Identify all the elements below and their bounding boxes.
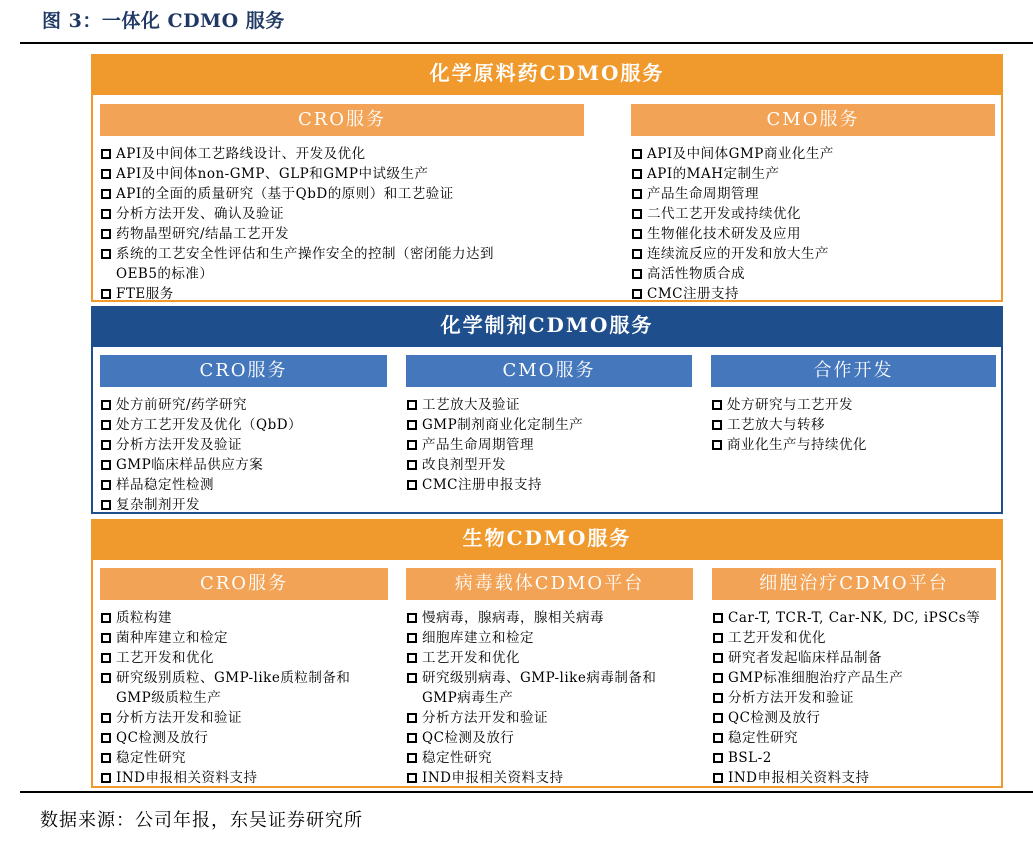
item-list: [406, 608, 693, 788]
list-item-text: 工艺开发和优化: [728, 630, 826, 646]
list-item: [100, 608, 388, 628]
list-item-text: 生物催化技术研发及应用: [647, 226, 801, 242]
checkbox-bullet-icon: [101, 209, 111, 219]
checkbox-bullet-icon: [632, 149, 642, 159]
section-title: 化学制剂CDMO服务: [91, 306, 1003, 345]
column-header: CMO服务: [406, 355, 692, 387]
list-item-text: 研究级别病毒、GMP-like病毒制备和 GMP病毒生产: [422, 670, 657, 706]
list-item: [712, 628, 996, 648]
column-cmo: [631, 104, 995, 304]
checkbox-bullet-icon: [101, 169, 111, 179]
list-item: [100, 648, 388, 668]
list-item-text: 改良剂型开发: [422, 457, 506, 473]
list-item: [406, 748, 693, 768]
list-item: [406, 628, 693, 648]
list-item: [100, 728, 388, 748]
list-item-text: 工艺开发和优化: [116, 650, 214, 666]
checkbox-bullet-icon: [101, 289, 111, 299]
list-item-text: 产品生命周期管理: [422, 437, 534, 453]
checkbox-bullet-icon: [632, 189, 642, 199]
source-note: 数据来源：公司年报，东吴证券研究所: [40, 810, 363, 831]
item-list: [711, 395, 996, 455]
item-list: [406, 395, 692, 495]
checkbox-bullet-icon: [632, 289, 642, 299]
top-rule: [20, 42, 1033, 44]
list-item-text: 样品稳定性检测: [116, 477, 214, 493]
checkbox-bullet-icon: [101, 500, 111, 510]
list-item: [712, 748, 996, 768]
column-header: CRO服务: [100, 355, 387, 387]
checkbox-bullet-icon: [632, 269, 642, 279]
list-item: [712, 668, 996, 688]
list-item: [711, 415, 996, 435]
list-item-text: 研究级别质粒、GMP-like质粒制备和 GMP级质粒生产: [116, 670, 351, 706]
list-item: [712, 728, 996, 748]
list-item: [100, 244, 584, 284]
list-item: [406, 648, 693, 668]
list-item-text: 分析方法开发和验证: [116, 710, 242, 726]
column-cell-therapy: [712, 568, 996, 788]
column-header: 病毒载体CDMO平台: [406, 568, 693, 600]
list-item: [100, 395, 387, 415]
list-item: [100, 144, 584, 164]
section-title: 生物CDMO服务: [91, 519, 1003, 558]
section-body: [91, 558, 1003, 788]
checkbox-bullet-icon: [101, 633, 111, 643]
list-item: [406, 668, 693, 708]
list-item: [712, 608, 996, 628]
column-header: CRO服务: [100, 568, 388, 600]
checkbox-bullet-icon: [713, 693, 723, 703]
column-header: CMO服务: [631, 104, 995, 136]
column-header: 细胞治疗CDMO平台: [712, 568, 996, 600]
list-item: [631, 284, 995, 304]
list-item-text: 慢病毒，腺病毒，腺相关病毒: [422, 610, 604, 626]
checkbox-bullet-icon: [101, 613, 111, 623]
list-item-text: 二代工艺开发或持续优化: [647, 206, 801, 222]
section-title: 化学原料药CDMO服务: [91, 54, 1003, 93]
checkbox-bullet-icon: [101, 440, 111, 450]
checkbox-bullet-icon: [712, 420, 722, 430]
list-item-text: 药物晶型研究/结晶工艺开发: [116, 226, 290, 242]
checkbox-bullet-icon: [713, 633, 723, 643]
item-list: [100, 144, 584, 304]
list-item-text: 分析方法开发和验证: [422, 710, 548, 726]
checkbox-bullet-icon: [632, 209, 642, 219]
list-item-text: 分析方法开发、确认及验证: [116, 206, 284, 222]
list-item: [406, 708, 693, 728]
list-item: [100, 204, 584, 224]
checkbox-bullet-icon: [101, 713, 111, 723]
list-item-text: CMC注册申报支持: [422, 477, 542, 493]
list-item: [712, 768, 996, 788]
figure-title: 图 3：一体化 CDMO 服务: [42, 10, 285, 32]
list-item-text: Car-T, TCR-T, Car-NK, DC, iPSCs等: [728, 610, 981, 626]
list-item: [712, 688, 996, 708]
list-item: [100, 748, 388, 768]
column-cro: [100, 355, 387, 515]
column-header: 合作开发: [711, 355, 996, 387]
checkbox-bullet-icon: [407, 480, 417, 490]
list-item: [100, 184, 584, 204]
list-item: [712, 648, 996, 668]
checkbox-bullet-icon: [101, 733, 111, 743]
list-item-text: 高活性物质合成: [647, 266, 745, 282]
checkbox-bullet-icon: [101, 480, 111, 490]
list-item-text: 处方工艺开发及优化（QbD）: [116, 417, 303, 433]
checkbox-bullet-icon: [101, 420, 111, 430]
checkbox-bullet-icon: [407, 420, 417, 430]
list-item: [100, 284, 584, 304]
list-item-text: API的MAH定制生产: [647, 166, 780, 182]
list-item-text: QC检测及放行: [728, 710, 821, 726]
checkbox-bullet-icon: [713, 653, 723, 663]
list-item-text: API及中间体non-GMP、GLP和GMP中试级生产: [116, 166, 429, 182]
list-item: [631, 244, 995, 264]
list-item: [406, 728, 693, 748]
list-item: [100, 708, 388, 728]
list-item: [100, 455, 387, 475]
checkbox-bullet-icon: [101, 229, 111, 239]
list-item-text: 研究者发起临床样品制备: [728, 650, 882, 666]
list-item-text: 复杂制剂开发: [116, 497, 200, 513]
list-item: [711, 395, 996, 415]
bottom-rule: [20, 791, 1033, 793]
column-viral-vector: [406, 568, 693, 788]
list-item: [631, 204, 995, 224]
checkbox-bullet-icon: [407, 753, 417, 763]
checkbox-bullet-icon: [713, 753, 723, 763]
item-list: [712, 608, 996, 788]
checkbox-bullet-icon: [407, 653, 417, 663]
list-item-text: 菌种库建立和检定: [116, 630, 228, 646]
checkbox-bullet-icon: [407, 773, 417, 783]
column-co-development: [711, 355, 996, 455]
list-item: [631, 164, 995, 184]
checkbox-bullet-icon: [713, 773, 723, 783]
list-item-text: 系统的工艺安全性评估和生产操作安全的控制（密闭能力达到 OEB5的标准）: [116, 246, 494, 282]
list-item: [406, 768, 693, 788]
list-item: [406, 475, 692, 495]
checkbox-bullet-icon: [712, 400, 722, 410]
list-item-text: 商业化生产与持续优化: [727, 437, 867, 453]
checkbox-bullet-icon: [101, 773, 111, 783]
list-item: [631, 144, 995, 164]
list-item: [100, 415, 387, 435]
list-item: [100, 224, 584, 244]
checkbox-bullet-icon: [101, 400, 111, 410]
list-item-text: QC检测及放行: [422, 730, 515, 746]
column-cmo: [406, 355, 692, 495]
checkbox-bullet-icon: [713, 713, 723, 723]
list-item-text: IND申报相关资料支持: [116, 770, 258, 786]
checkbox-bullet-icon: [632, 169, 642, 179]
list-item-text: 分析方法开发及验证: [116, 437, 242, 453]
list-item: [406, 435, 692, 455]
list-item: [100, 495, 387, 515]
list-item-text: BSL-2: [728, 750, 772, 766]
checkbox-bullet-icon: [407, 460, 417, 470]
section-body: [91, 345, 1003, 514]
list-item-text: CMC注册支持: [647, 286, 739, 302]
checkbox-bullet-icon: [101, 653, 111, 663]
checkbox-bullet-icon: [407, 733, 417, 743]
checkbox-bullet-icon: [101, 149, 111, 159]
list-item: [100, 435, 387, 455]
list-item-text: 工艺放大及验证: [422, 397, 520, 413]
list-item-text: GMP标准细胞治疗产品生产: [728, 670, 904, 686]
list-item-text: QC检测及放行: [116, 730, 209, 746]
list-item: [100, 768, 388, 788]
list-item: [406, 415, 692, 435]
checkbox-bullet-icon: [101, 189, 111, 199]
list-item: [631, 264, 995, 284]
list-item: [712, 708, 996, 728]
list-item-text: 细胞库建立和检定: [422, 630, 534, 646]
item-list: [100, 608, 388, 788]
list-item: [406, 395, 692, 415]
list-item: [406, 455, 692, 475]
checkbox-bullet-icon: [407, 673, 417, 683]
list-item-text: 产品生命周期管理: [647, 186, 759, 202]
list-item: [711, 435, 996, 455]
checkbox-bullet-icon: [713, 673, 723, 683]
item-list: [631, 144, 995, 304]
list-item: [100, 164, 584, 184]
list-item-text: 稳定性研究: [422, 750, 492, 766]
checkbox-bullet-icon: [101, 249, 111, 259]
checkbox-bullet-icon: [101, 460, 111, 470]
list-item-text: API及中间体GMP商业化生产: [647, 146, 834, 162]
checkbox-bullet-icon: [712, 440, 722, 450]
list-item-text: GMP临床样品供应方案: [116, 457, 264, 473]
list-item: [100, 668, 388, 708]
list-item-text: 工艺放大与转移: [727, 417, 825, 433]
list-item-text: API的全面的质量研究（基于QbD的原则）和工艺验证: [116, 186, 454, 202]
item-list: [100, 395, 387, 515]
list-item-text: 处方前研究/药学研究: [116, 397, 248, 413]
checkbox-bullet-icon: [101, 673, 111, 683]
checkbox-bullet-icon: [632, 249, 642, 259]
checkbox-bullet-icon: [407, 400, 417, 410]
list-item: [631, 184, 995, 204]
section-body: [91, 93, 1003, 302]
checkbox-bullet-icon: [407, 440, 417, 450]
list-item: [100, 628, 388, 648]
column-header: CRO服务: [100, 104, 584, 136]
list-item: [100, 475, 387, 495]
list-item: [406, 608, 693, 628]
column-cro: [100, 104, 584, 304]
list-item-text: 工艺开发和优化: [422, 650, 520, 666]
checkbox-bullet-icon: [632, 229, 642, 239]
list-item-text: API及中间体工艺路线设计、开发及优化: [116, 146, 366, 162]
list-item: [631, 224, 995, 244]
checkbox-bullet-icon: [407, 613, 417, 623]
list-item-text: 质粒构建: [116, 610, 172, 626]
list-item-text: IND申报相关资料支持: [422, 770, 564, 786]
checkbox-bullet-icon: [713, 613, 723, 623]
list-item-text: FTE服务: [116, 286, 174, 302]
list-item-text: 处方研究与工艺开发: [727, 397, 853, 413]
list-item-text: 稳定性研究: [116, 750, 186, 766]
list-item-text: 稳定性研究: [728, 730, 798, 746]
list-item-text: 连续流反应的开发和放大生产: [647, 246, 829, 262]
checkbox-bullet-icon: [407, 713, 417, 723]
list-item-text: GMP制剂商业化定制生产: [422, 417, 584, 433]
checkbox-bullet-icon: [713, 733, 723, 743]
list-item-text: IND申报相关资料支持: [728, 770, 870, 786]
checkbox-bullet-icon: [407, 633, 417, 643]
column-cro: [100, 568, 388, 788]
checkbox-bullet-icon: [101, 753, 111, 763]
list-item-text: 分析方法开发和验证: [728, 690, 854, 706]
